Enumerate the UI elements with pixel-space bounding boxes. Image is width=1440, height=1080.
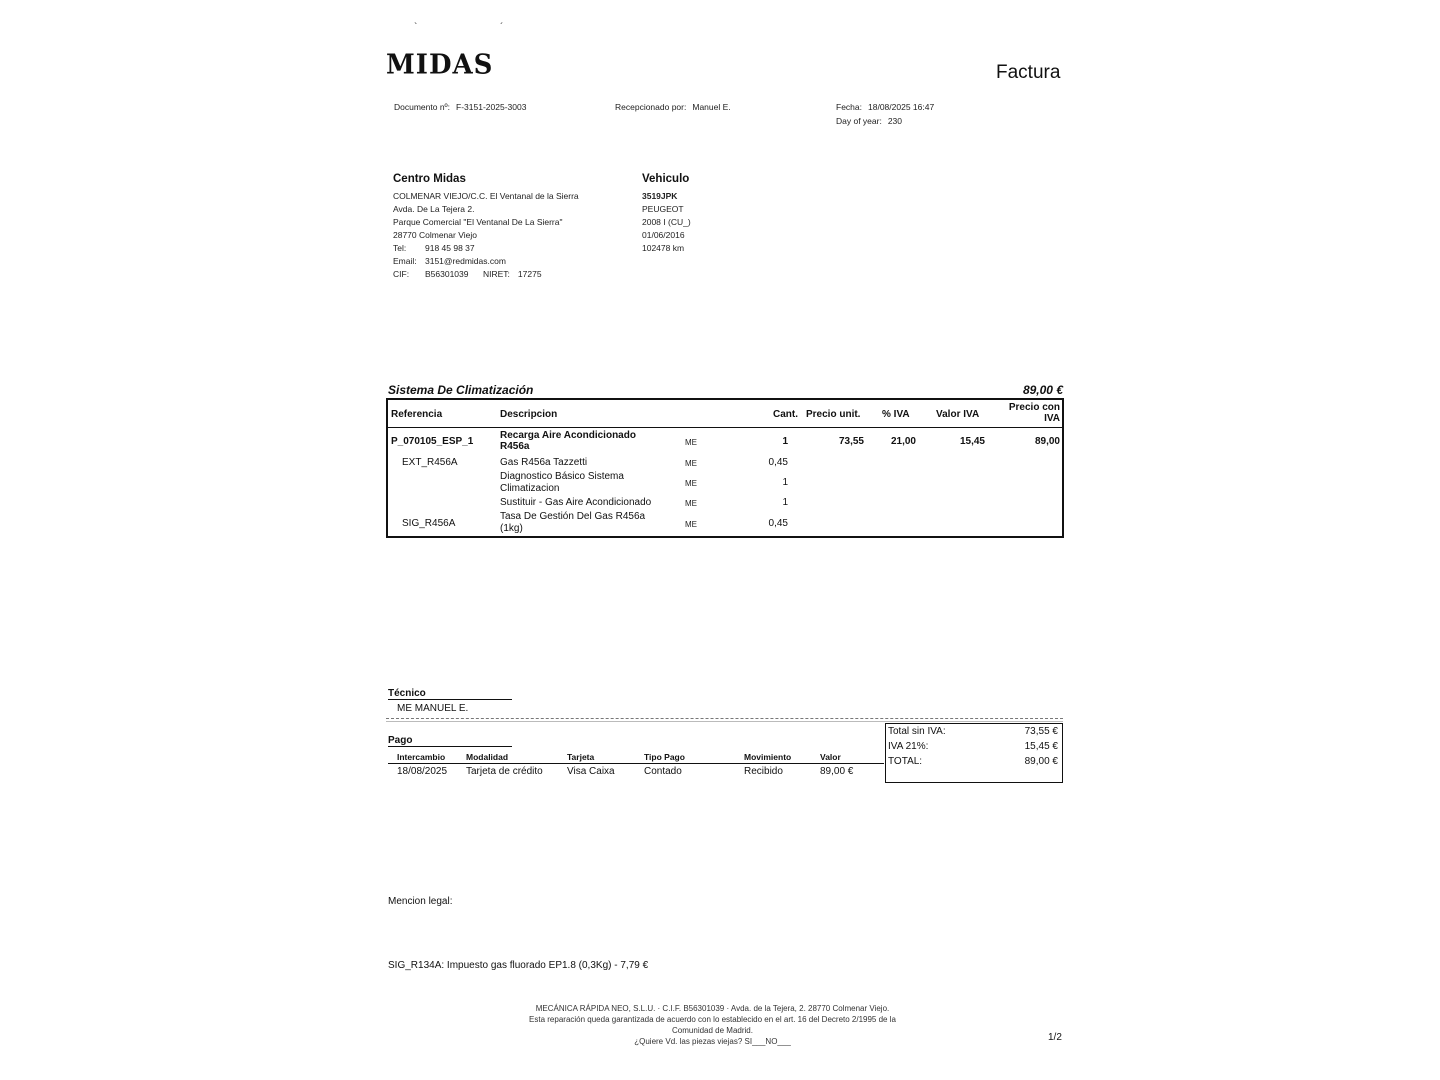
footer-line-3: Comunidad de Madrid. (672, 1026, 753, 1035)
vehiculo-model: 2008 I (CU_) (642, 217, 691, 227)
tel-label: Tel: (393, 243, 407, 253)
vehiculo-title: Vehiculo (642, 173, 690, 185)
row1-desc-line2: R456a (500, 441, 530, 452)
pago-td-modalidad: Tarjeta de crédito (466, 766, 543, 777)
row5-ref: SIG_R456A (402, 518, 456, 529)
row5-unit: ME (685, 520, 697, 529)
th-descripcion: Descripcion (500, 409, 558, 420)
section-name: Sistema De Climatización (388, 383, 534, 397)
recepcionado-por (615, 102, 731, 112)
cif-label: CIF: (393, 269, 410, 279)
pago-td-valor: 89,00 € (820, 766, 854, 777)
vehiculo-km: 102478 km (642, 243, 685, 253)
grand-total-label: TOTAL: (888, 756, 923, 767)
row2-cant: 0,45 (768, 457, 788, 468)
pago-th-valor: Valor (820, 752, 841, 762)
row1-precio: 73,55 (838, 436, 864, 447)
th-pct-iva: % IVA (882, 409, 910, 420)
iva-label: IVA 21%: (888, 741, 929, 752)
recepcionado-label: Recepcionado por: (615, 102, 687, 112)
row5-desc-line2: (1kg) (500, 523, 523, 534)
pago-header-divider (388, 763, 884, 764)
row3-desc-line1: Diagnostico Básico Sistema (500, 471, 624, 482)
logo-accent-marks: ` ´ (414, 22, 544, 33)
section-heading (388, 383, 1063, 397)
row1-ref: P_070105_ESP_1 (391, 436, 474, 447)
recepcionado-value: Manuel E. (692, 102, 731, 112)
totals-box (885, 723, 1063, 783)
row4-desc: Sustituir - Gas Aire Acondicionado (500, 497, 652, 508)
footer-line-2: Esta reparación queda garantizada de acuerdo con lo establecido en el art. 16 del Decreto 2/1995 de la (529, 1015, 896, 1024)
tecnico-underline (388, 699, 512, 700)
row2-ref: EXT_R456A (402, 457, 458, 468)
iva-amount (888, 741, 1058, 752)
footer-line-1: MECÁNICA RÁPIDA NEO, S.L.U. · C.I.F. B56301039 · Avda. de la Tejera, 2. 28770 Colmenar Viejo. (535, 1004, 890, 1013)
row4-cant: 1 (782, 497, 788, 508)
page-number: 1/2 (1048, 1032, 1062, 1043)
centro-line-2: Avda. De La Tejera 2. (393, 204, 475, 214)
documento-label: Documento nº: (394, 102, 451, 112)
dayofyear-value: 230 (887, 116, 903, 126)
row3-unit: ME (685, 479, 697, 488)
pago-th-intercambio: Intercambio (397, 752, 446, 762)
row1-desc-line1: Recarga Aire Acondicionado (500, 430, 636, 441)
grand-total-value: 89,00 € (1024, 756, 1058, 767)
pago-td-intercambio: 18/08/2025 (397, 766, 448, 777)
centro-title: Centro Midas (393, 173, 466, 185)
table-header-divider (388, 427, 1062, 428)
pago-th-modalidad: Modalidad (466, 752, 509, 762)
niret-value: 17275 (517, 269, 542, 279)
items-table (386, 398, 1064, 538)
th-cant: Cant. (773, 409, 798, 420)
th-precio-con-iva (988, 402, 1060, 424)
row5-desc-line1: Tasa De Gestión Del Gas R456a (500, 511, 646, 522)
centro-line-3: Parque Comercial "El Ventanal De La Sierra" (393, 217, 563, 227)
documento-number (394, 102, 526, 112)
pago-th-tarjeta: Tarjeta (567, 752, 595, 762)
vehiculo-date: 01/06/2016 (642, 230, 685, 240)
row1-iva-pct: 21,00 (890, 436, 916, 447)
separator-line (386, 721, 1063, 722)
pago-th-tipo-pago: Tipo Pago (644, 752, 685, 762)
pago-title: Pago (388, 735, 413, 746)
brand-logo: MIDAS (386, 49, 494, 81)
row1-unit: ME (685, 438, 697, 447)
total-sin-iva-value: 73,55 € (1024, 726, 1058, 737)
centro-line-4: 28770 Colmenar Viejo (393, 230, 477, 240)
niret-label: NIRET: (483, 269, 510, 279)
vehiculo-plate: 3519JPK (642, 191, 678, 201)
pago-th-movimiento: Movimiento (744, 752, 792, 762)
fecha-value: 18/08/2025 16:47 (868, 102, 935, 112)
row4-unit: ME (685, 499, 697, 508)
sig-note: SIG_R134A: Impuesto gas fluorado EP1.8 (0,3Kg) - 7,79 € (388, 960, 649, 971)
email-label: Email: (393, 256, 417, 266)
grand-total (888, 756, 1058, 767)
row1-desc (500, 430, 636, 452)
vehiculo-block (642, 190, 691, 255)
footer-block (500, 1003, 925, 1047)
dayofyear-label: Day of year: (836, 116, 882, 126)
total-sin-iva (888, 726, 1058, 737)
row2-desc: Gas R456a Tazzetti (500, 457, 588, 468)
fecha (836, 102, 934, 112)
row3-cant: 1 (782, 477, 788, 488)
row1-cant: 1 (782, 436, 788, 447)
th-referencia: Referencia (391, 409, 443, 420)
row3-desc-line2: Climatizacion (500, 483, 560, 494)
documento-value: F-3151-2025-3003 (456, 102, 527, 112)
row1-total: 89,00 (1034, 436, 1060, 447)
centro-cif (393, 268, 579, 281)
day-of-year (836, 116, 902, 126)
tecnico-value: ME MANUEL E. (397, 703, 469, 714)
total-sin-iva-label: Total sin IVA: (888, 726, 946, 737)
footer-line-4: ¿Quiere Vd. las piezas viejas? SI___NO___ (634, 1037, 791, 1046)
th-valor-iva: Valor IVA (936, 409, 980, 420)
email-value: 3151@redmidas.com (425, 256, 506, 266)
fecha-label: Fecha: (836, 102, 862, 112)
row5-desc (500, 511, 645, 535)
tel-value: 918 45 98 37 (425, 243, 475, 253)
pago-td-movimiento: Recibido (744, 766, 783, 777)
row2-unit: ME (685, 459, 697, 468)
th-precio-con-iva-line1: Precio con (1008, 402, 1060, 413)
pago-underline (388, 746, 512, 747)
row3-desc (500, 471, 624, 495)
row1-iva-val: 15,45 (959, 436, 985, 447)
section-total: 89,00 € (1022, 383, 1063, 397)
tecnico-title: Técnico (388, 688, 426, 699)
centro-address-block (393, 190, 579, 281)
iva-value: 15,45 € (1024, 741, 1058, 752)
cif-value: B56301039 (425, 269, 469, 279)
separator-dashed (386, 718, 1063, 719)
vehiculo-make: PEUGEOT (642, 204, 684, 214)
centro-email (393, 255, 579, 268)
centro-tel (393, 242, 579, 255)
th-precio-con-iva-line2: IVA (1044, 413, 1060, 424)
mencion-legal: Mencion legal: (388, 896, 453, 907)
th-precio-unit: Precio unit. (806, 409, 861, 420)
pago-td-tarjeta: Visa Caixa (567, 766, 615, 777)
centro-line-1: COLMENAR VIEJO/C.C. El Ventanal de la Sierra (393, 191, 579, 201)
pago-td-tipo-pago: Contado (644, 766, 682, 777)
row5-cant: 0,45 (768, 518, 788, 529)
document-title: Factura (996, 62, 1061, 83)
